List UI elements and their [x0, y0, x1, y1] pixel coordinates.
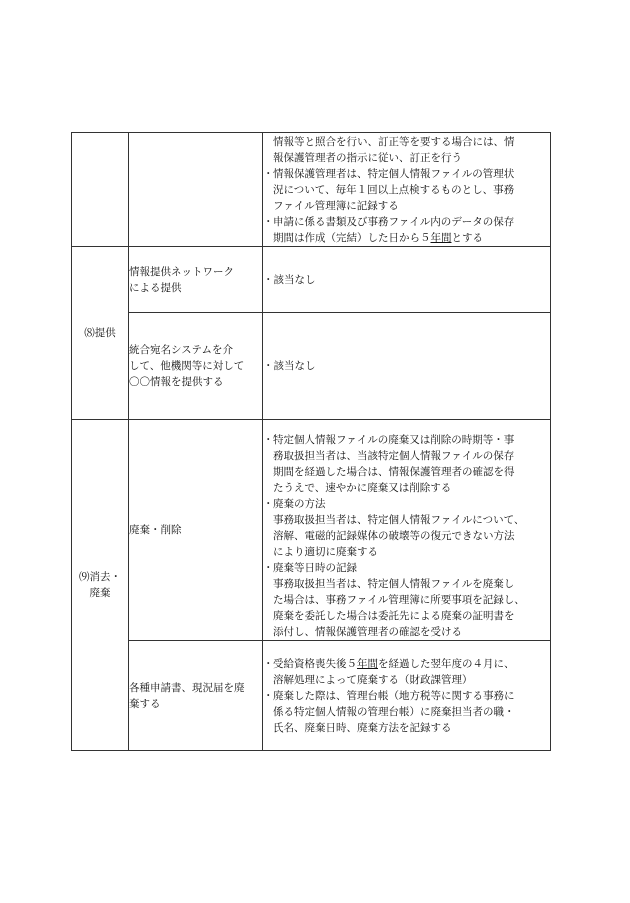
- description-cell: ・該当なし: [263, 313, 551, 420]
- table-row: [72, 247, 551, 313]
- procedure-table: [71, 132, 551, 751]
- category-label: ⑻提供: [84, 327, 116, 339]
- bullet-item: ・特定個人情報ファイルの廃棄又は削除の時期等・事: [263, 434, 515, 446]
- table-row: [72, 641, 551, 751]
- table-row-continued: [72, 133, 551, 247]
- continued-text: 情報等と照合を行い、訂正等を要する場合には、情 報保護管理者の指示に従い、訂正を行う: [273, 135, 515, 164]
- category-cell-disposal: ⑼消去・ 廃棄: [72, 420, 129, 751]
- subcategory-cell: 各種申請書、現況届を廃 棄する: [129, 641, 263, 751]
- description-cell: ・受給資格喪失後５年間を経過した翌年度の４月に、 溶解処理によって廃棄する（財政課管理） ・廃棄した際は、管理台帳（地方税等に関する事務に 係る特定個人情報の管理台帳）に廃棄担当者の職・ 氏名、廃棄日時、廃棄方法を記録する: [263, 641, 551, 751]
- bullet-item: ・申請に係る書類及び事務ファイル内のデータの保存: [263, 215, 515, 228]
- subcategory-cell: 廃棄・削除: [129, 420, 263, 641]
- subcategory-cell-empty: [129, 133, 263, 247]
- description-cell: ・特定個人情報ファイルの廃棄又は削除の時期等・事 務取扱担当者は、当該特定個人情報ファイルの保存 期間を経過した場合は、情報保護管理者の確認を得 たうえで、速やかに廃棄又は削除する ・廃棄の方法 事務取扱担当者は、特定個人情報ファイルについて、 溶解、電磁的記録媒体の破壊等の復元できない方法 により適切に廃棄する ・廃棄等日時の記録 事務取扱担当者は、特定個人情報ファイルを廃棄し た場合は、事務ファイル管理簿に所要事項を記録し、 廃棄を委託した場合は委託先による廃棄の証明書を 添付し、情報保護管理者の確認を受ける: [263, 420, 551, 641]
- description-cell: ・該当なし: [263, 247, 551, 313]
- bullet-item: ・受給資格喪失後５年間を経過した翌年度の４月に、: [263, 657, 515, 670]
- subcategory-cell: 統合宛名システムを介 して、他機関等に対して 〇〇情報を提供する: [129, 313, 263, 420]
- bullet-item: ・廃棄の方法: [263, 498, 326, 510]
- subcategory-cell: 情報提供ネットワーク による提供: [129, 247, 263, 313]
- bullet-item: ・廃棄した際は、管理台帳（地方税等に関する事務に: [263, 689, 515, 702]
- category-cell-empty: [72, 133, 129, 247]
- bullet-item: ・情報保護管理者は、特定個人情報ファイルの管理状: [263, 167, 515, 180]
- bullet-item: ・廃棄等日時の記録: [263, 562, 357, 574]
- description-cell-continued: 情報等と照合を行い、訂正等を要する場合には、情 報保護管理者の指示に従い、訂正を行う ・情報保護管理者は、特定個人情報ファイルの管理状 況について、毎年１回以上点検するものとし、事務 ファイル管理簿に記録する ・申請に係る書類及び事務ファイル内のデータの保存 期間は作成（完結）した日から５年間とする: [263, 133, 551, 247]
- underlined-term: 年間: [357, 657, 378, 670]
- category-cell-provision: [72, 247, 129, 420]
- table-row: [72, 420, 551, 641]
- underlined-term: 年間: [430, 231, 452, 244]
- table-row: [72, 313, 551, 420]
